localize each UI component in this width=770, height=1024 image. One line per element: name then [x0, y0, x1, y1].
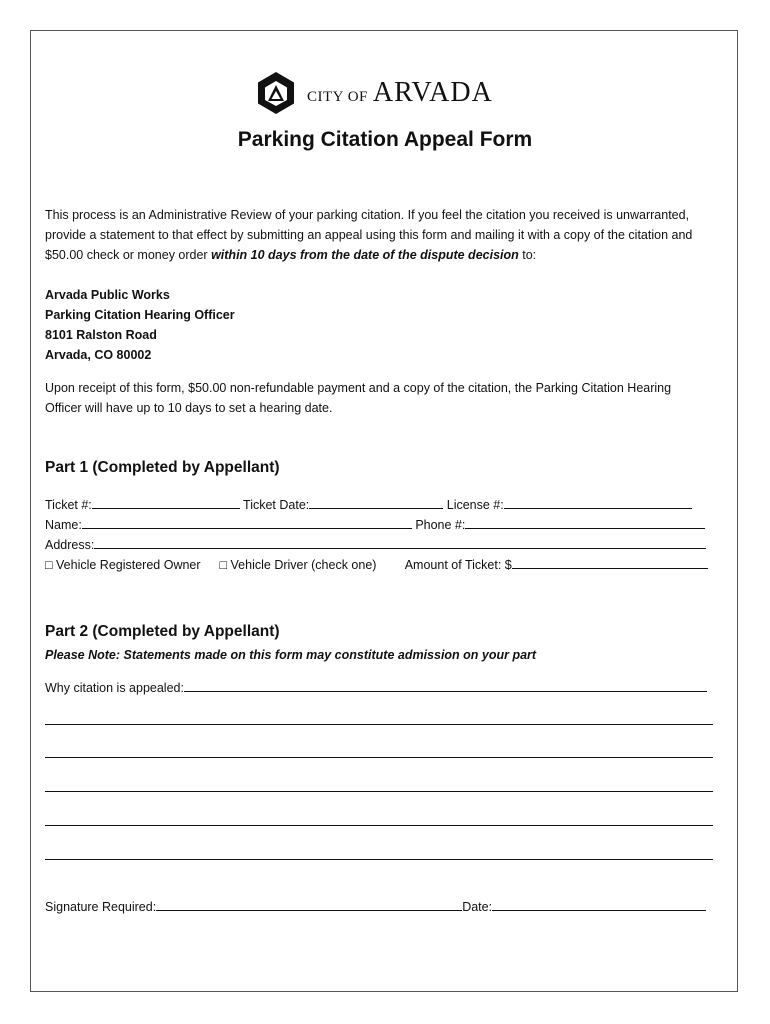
intro-line-2: provide a statement to that effect by submitting an appeal using this form and mailing it with a copy of the citation and	[45, 228, 693, 242]
address-field[interactable]	[94, 536, 706, 549]
statement-line[interactable]	[45, 859, 713, 860]
name-row	[45, 516, 705, 532]
license-field[interactable]	[504, 496, 692, 509]
intro-line-1: This process is an Administrative Review of your parking citation. If you feel the citation you received is unwarranted,	[45, 208, 690, 222]
receipt-line-1: Upon receipt of this form, $50.00 non-refundable payment and a copy of the citation, the Parking Citation Hearing	[45, 381, 672, 395]
intro-line-3-start: $50.00 check or money order	[45, 248, 212, 262]
signature-label: Signature Required:	[45, 900, 157, 914]
address-line-1: Arvada Public Works	[45, 288, 170, 302]
logo-arvada: ARVADA	[372, 77, 493, 108]
license-label: License #:	[446, 498, 504, 512]
arvada-emblem-icon	[253, 70, 299, 116]
address-line-3: 8101 Ralston Road	[45, 328, 157, 342]
statement-line[interactable]	[45, 825, 713, 826]
name-field[interactable]	[82, 516, 412, 529]
statement-line[interactable]	[45, 791, 713, 792]
address-row	[45, 536, 706, 552]
ticket-number-field[interactable]	[92, 496, 240, 509]
owner-checkbox[interactable]: □ Vehicle Registered Owner	[45, 558, 201, 572]
statement-line[interactable]	[45, 724, 713, 725]
part1-heading: Part 1 (Completed by Appellant)	[45, 459, 280, 476]
address-line-2: Parking Citation Hearing Officer	[45, 308, 235, 322]
ticket-date-label: Ticket Date:	[243, 498, 310, 512]
driver-checkbox[interactable]: □ Vehicle Driver (check one)	[219, 558, 377, 572]
name-label: Name:	[45, 518, 82, 532]
part2-heading: Part 2 (Completed by Appellant)	[45, 623, 280, 640]
phone-label: Phone #:	[415, 518, 466, 532]
part2-note: Please Note: Statements made on this form may constitute admission on your part	[45, 648, 537, 662]
intro-deadline: within 10 days from the date of the dispute decision	[211, 248, 519, 262]
amount-field[interactable]	[512, 556, 708, 569]
signature-row	[45, 898, 706, 914]
date-label: Date:	[462, 900, 493, 914]
amount-label: Amount of Ticket: $	[404, 558, 512, 572]
phone-field[interactable]	[465, 516, 705, 529]
address-label: Address:	[45, 538, 95, 552]
form-title: Parking Citation Appeal Form	[237, 128, 533, 151]
ticket-row	[45, 496, 692, 512]
ticket-date-field[interactable]	[309, 496, 443, 509]
intro-line-3	[45, 245, 536, 265]
why-field[interactable]	[184, 679, 707, 692]
why-row	[45, 679, 707, 695]
logo-city-of: CITY OF	[307, 89, 368, 105]
intro-line-3-end: to:	[518, 248, 537, 262]
statement-line[interactable]	[45, 757, 713, 758]
receipt-line-2: Officer will have up to 10 days to set a hearing date.	[45, 401, 333, 415]
ticket-label: Ticket #:	[45, 498, 92, 512]
signature-field[interactable]	[156, 898, 462, 911]
why-label: Why citation is appealed:	[45, 681, 184, 695]
address-line-4: Arvada, CO 80002	[45, 348, 152, 362]
owner-row	[45, 556, 708, 572]
date-field[interactable]	[492, 898, 706, 911]
city-logo	[253, 70, 493, 116]
